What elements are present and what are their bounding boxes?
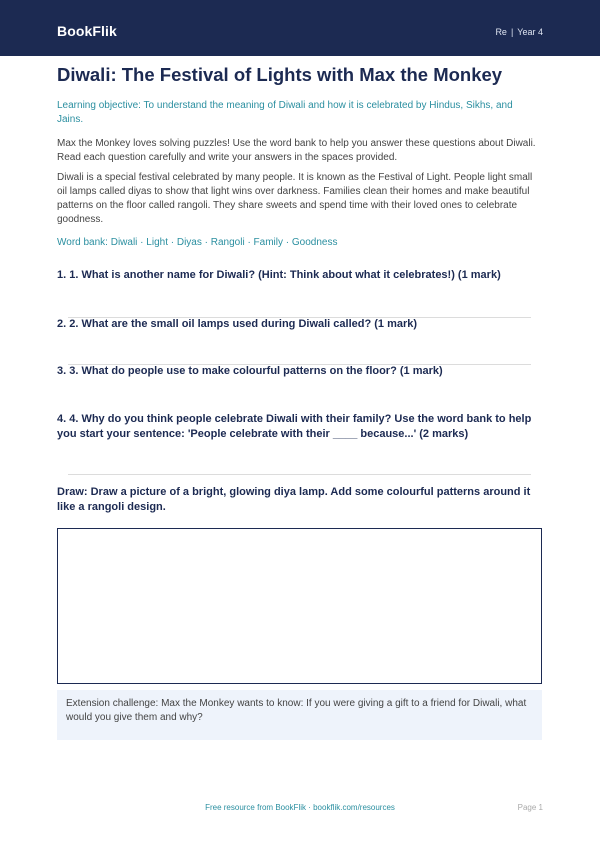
question-1: 1. 1. What is another name for Diwali? (Hint: Think about what it celebrates!) (1 mark): [57, 269, 501, 281]
intro-paragraph: Max the Monkey loves solving puzzles! Use the word bank to help you answer these questions about Diwali. Read each question carefully and write your answers in the spaces provided.: [57, 138, 536, 163]
word-bank: Word bank: Diwali · Light · Diyas · Rangoli · Family · Goodness: [57, 237, 338, 248]
footer-resource-link[interactable]: Free resource from BookFlik · bookflik.com/resources: [205, 803, 395, 812]
drawing-box[interactable]: [57, 528, 542, 684]
page-title: Diwali: The Festival of Lights with Max the Monkey: [57, 64, 503, 85]
brand-logo[interactable]: BookFlik: [57, 23, 117, 39]
header-bar: [0, 0, 600, 56]
answer-line-4[interactable]: [68, 474, 531, 475]
draw-task: Draw: Draw a picture of a bright, glowing diya lamp. Add some colourful patterns around it like a rangoli design.: [57, 486, 531, 513]
meta-divider: |: [510, 27, 514, 37]
learning-objective: Learning objective: To understand the meaning of Diwali and how it is celebrated by Hindus, Sikhs, and Jains.: [57, 100, 513, 125]
passage-paragraph: Diwali is a special festival celebrated by many people. It is known as the Festival of Light. People light small oil lamps called diyas to show that light wins over darkness. Families clean their homes and make beautiful patterns on the floor called rangoli. They share sweets and spend time with their loved ones to celebrate goodness.: [57, 172, 533, 225]
extension-challenge: Extension challenge: Max the Monkey wants to know: If you were giving a gift to a friend for Diwali, what would you give them and why?: [57, 690, 542, 740]
question-4: 4. 4. Why do you think people celebrate Diwali with their family? Use the word bank to help you start your sentence: 'People celebrate with their ____ because...' (2 marks): [57, 413, 532, 440]
header-meta: [495, 27, 543, 37]
footer: [0, 803, 600, 815]
question-3: 3. 3. What do people use to make colourful patterns on the floor? (1 mark): [57, 365, 443, 377]
question-2: 2. 2. What are the small oil lamps used during Diwali called? (1 mark): [57, 318, 418, 330]
page-number: Page 1: [517, 803, 543, 812]
year-label: Year 4: [517, 27, 543, 37]
subject-label: Re: [495, 27, 507, 37]
